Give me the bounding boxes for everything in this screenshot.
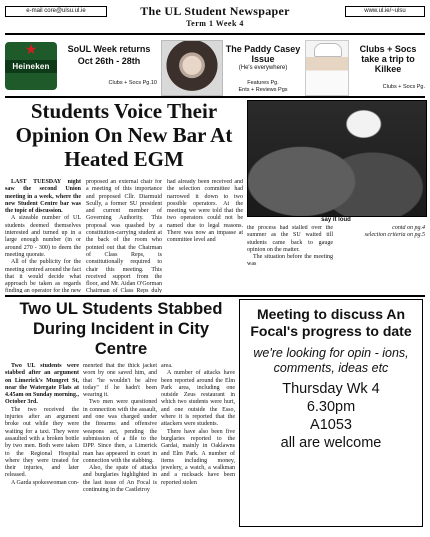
story2-col1-para-3: A Garda spokeswoman con- [11, 479, 79, 486]
heineken-logo [5, 42, 57, 90]
story1-col1-para-3: All of the publicity for the meeting centred around the fact that it would decide what approach be taken as regards finding an operator for the new [5, 259, 81, 293]
beer-brand-label: Heineken [5, 60, 57, 73]
red-star-icon: ★ [24, 43, 38, 58]
notice-title: Meeting to discuss An Focal's progress to date [250, 306, 412, 339]
promo-casey [225, 44, 301, 94]
story1-col3-para-1: had already been received and the selection committee had narrowed it down to two possible operators. At the meeting we were told that the two operators could not be named due to legal reasons. There was now an impasse at committee level and [167, 179, 243, 244]
casey-footer-1: Features Pg. [247, 80, 279, 86]
story1-column-1 [5, 179, 81, 293]
kilkee-title: Clubs + Socs take a trip to Kilkee [359, 44, 417, 74]
contd-link: contd on pg.4 [392, 225, 425, 231]
story2-column-1 [5, 363, 79, 527]
story1-col1-para-2: A sizeable number of UL students deemed themselves interested and turned up in a large enough number (in or around 270 - 300) to deem the meeting quorate. [5, 215, 81, 258]
story1-continued [337, 225, 425, 291]
notice-time: 6.30pm [306, 399, 356, 415]
story1-col4-para-1: the process had stalled over the summer as the SU waited till students came back to gauge opinion on the matter. [247, 225, 333, 253]
promo-rule [5, 96, 425, 98]
notice-room: A1053 [310, 417, 352, 433]
website-box: www.ul.ie/~ulsu [345, 6, 425, 17]
egm-crowd-photo [247, 100, 427, 217]
story1-column-3 [167, 179, 243, 293]
story2-col1-para-2: The two received the injuries after an argument broke out while they were waiting for a taxi. They were assaulted with a broken bottle by two men. Both were taken to the Regional Hospital where they were treated for their injuries, and later released. [5, 406, 79, 479]
newspaper-title: The UL Student Newspaper [140, 4, 290, 18]
chef-photo [305, 40, 349, 96]
story1-col4-para-2: The situation before the meeting was [247, 254, 333, 268]
casey-title: The Paddy Casey Issue [225, 44, 301, 64]
story2-col2-para-1: menrted that the thick jacket worn by one saved him, and that "he wouldn't be alive today" if he hadn't been wearing it. [83, 363, 157, 399]
masthead [5, 5, 425, 31]
story1-col1-para-1: LAST TUESDAY night saw the second Union meeting in a week, where the new Student Centre bar was the topic of discussion. [5, 179, 81, 215]
story2-column-2 [83, 363, 157, 527]
story-divider [5, 295, 425, 297]
casey-subtitle: (He's everywhere) [238, 65, 288, 71]
stabbing-headline: Two UL Students Stabbed During Incident in City Centre [19, 300, 223, 358]
story2-col3-para-1: area. [161, 363, 173, 369]
promo-kilkee [351, 44, 425, 91]
paddy-casey-photo [161, 40, 223, 96]
soul-week-dates: Oct 26th - 28th [77, 56, 141, 66]
story2-col2-para-2: Two men were questioned in connection with the assault, and one was charged under the firearms and offensive weapons act, pending the submission of a file to the DPP. Since then, a Limerick man has appeared in court in connection with the stabbing. [83, 399, 157, 464]
meeting-notice-box [239, 299, 423, 527]
story1-column-2 [86, 179, 162, 293]
soul-week-footer: Clubs + Socs Pg.10 [108, 80, 157, 86]
soul-week-title: SoUL Week returns [67, 44, 151, 54]
main-headline: Students Voice Their Opinion On New Bar At Heated EGM [15, 99, 233, 171]
term-week: Term 1 Week 4 [186, 19, 244, 28]
story2-col2-para-3: Also, the spate of attacks and burglaries highlighted in the last issue of An Focal is continuing in the Castletroy [83, 465, 157, 494]
notice-when: Thursday Wk 4 [282, 381, 380, 397]
story1-column-4 [247, 225, 333, 291]
notice-subtitle: we're looking for opin - ions, comments, ideas etc [253, 346, 409, 375]
email-box: e-mail core@ulsu.ul.ie [5, 6, 107, 17]
story2-col1-para-1: Two UL students were stabbed after an argument on Limerick's Mungret St, near the Watergate Flats at 4.45am on Sunday morning., October 3rd. [5, 363, 79, 406]
notice-welcome: all are welcome [280, 435, 382, 451]
promo-strip [5, 38, 425, 96]
casey-footer-2: Ents + Reviews Pgs [238, 87, 288, 93]
kilkee-footer: Clubs + Socs Pg. [382, 84, 425, 90]
photo-caption: say it loud [321, 217, 351, 223]
chef-hat-icon [314, 43, 342, 57]
promo-soul-week [61, 44, 157, 87]
newspaper-page [3, 3, 427, 531]
story2-col3-para-2: A number of attacks have been reported around the Elm Park area, including one outside Zeus restaurant in which two students were hurt, and one outside the Esso, where it is reported that the attackers were students. [161, 370, 235, 428]
masthead-rule [5, 33, 425, 35]
story2-col3-para-3: There have also been five burglaries reported to the Gardai, mainly in Oaklawns and Elm Park. A number of items including money, jewelery, a watch, a walkman and a rucksack have been reported stolen [161, 428, 235, 486]
story1-col2-para-1: proposed an external chair for a meeting of this importance and proposed Cllr. Diarmuid Scully, a former SU president and current member of Governing Authority. This proposal was quashed by a constitution-carrying student at the back of the room who pointed out that the Chairman of Class Reps, is constitutionally required to chair this meeting. This received support from the floor, and Mr. Aidan O'Gorman Chairman of Class Reps duly [86, 179, 162, 293]
selection-criteria-link: selection criteria on pg.5 [364, 232, 425, 239]
story2-column-3 [161, 363, 235, 527]
